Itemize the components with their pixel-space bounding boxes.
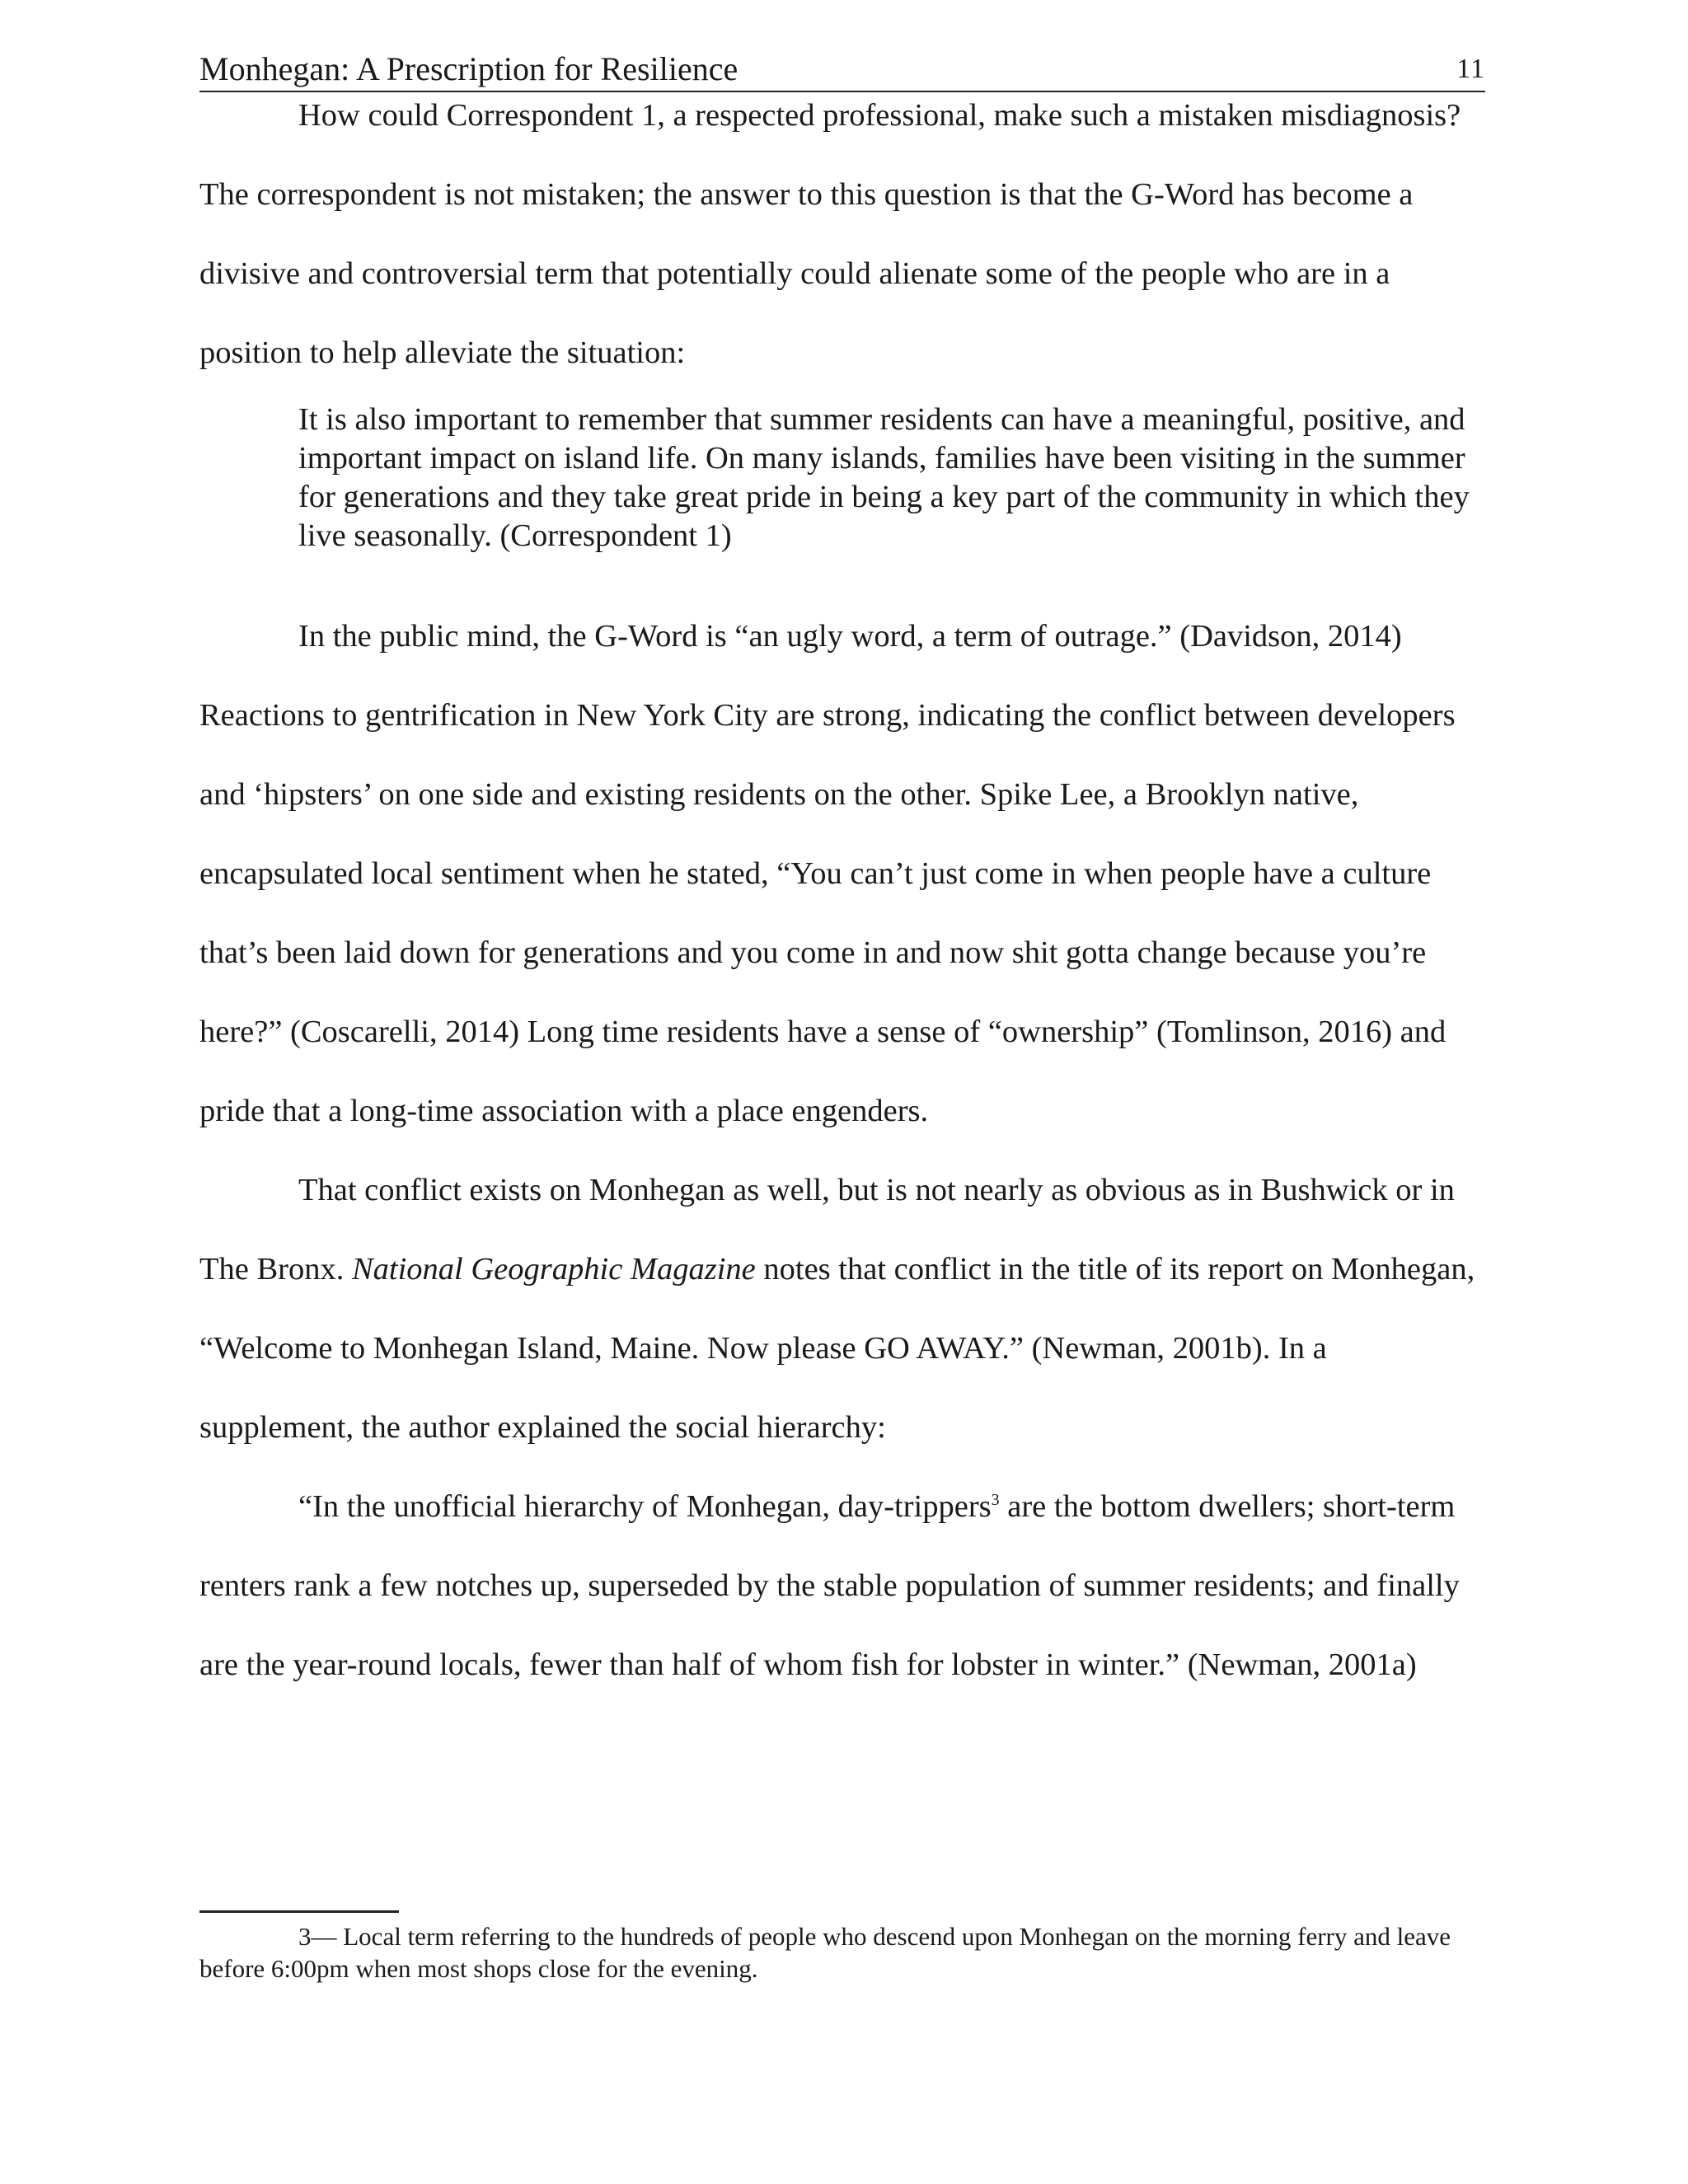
paragraph-hierarchy-quote: [199, 1467, 1485, 1704]
paragraph-text: are the bottom dwellers; short-term renters rank a few notches up, superseded by the stable population of summer residents; and finally are the year-round locals, fewer than half of whom fish for lobster in winter.” (Newman, 2001a): [199, 1489, 1460, 1682]
paragraph-text: That conflict exists on Monhegan as well, but is not nearly as obvious as in Bushwick or in The Bronx.: [199, 1173, 1455, 1286]
paragraph-misdiagnosis: How could Correspondent 1, a respected professional, make such a mistaken misdiagnosis? The correspondent is not mistaken; the answer to this question is that the G-Word has become a divisive and controversial term that potentially could alienate some of the people who are in a position to help alleviate the situation:: [199, 98, 1461, 370]
spacer: [199, 555, 1485, 597]
running-header: [199, 48, 1485, 92]
block-quote-correspondent: It is also important to remember that summer residents can have a meaningful, positive, and important impact on island life. On many islands, families have been visiting in the summer for generations and they take great pride in being a key part of the community in which they live seasonally. (Correspondent 1): [298, 402, 1470, 553]
running-title: Monhegan: A Prescription for Resilience: [199, 50, 738, 87]
page-body: [199, 48, 1485, 1704]
footnote-reference[interactable]: 3: [991, 1491, 1000, 1509]
paragraph-public-mind: In the public mind, the G-Word is “an ugly word, a term of outrage.” (Davidson, 2014) Reactions to gentrification in New York City are strong, indicating the conflict between developers and ‘hipsters’ on one side and existing residents on the other. Spike Lee, a Brooklyn native, encapsulated local sentiment when he stated, “You can’t just come in when people have a culture that’s been laid down for generations and you come in and now shit gotta change because you’re here?” (Coscarelli, 2014) Long time residents have a sense of “ownership” (Tomlinson, 2016) and pride that a long-time association with a place engenders.: [199, 619, 1456, 1128]
paragraph-text: “In the unofficial hierarchy of Monhegan, day-trippers: [298, 1489, 992, 1524]
footnote: 3— Local term referring to the hundreds of people who descend upon Monhegan on the morning ferry and leave before 6:00pm when most shops close for the evening.: [199, 1922, 1451, 1983]
publication-title: National Geographic Magazine: [351, 1252, 756, 1286]
paragraph-text: notes that conflict in the title of its report on Monhegan, “Welcome to Monhegan Island, Maine. Now please GO AWAY.” (Newman, 2001b). In a supplement, the author explained the social hierarchy:: [199, 1252, 1475, 1445]
footnote-divider: [199, 1910, 399, 1913]
page-number: 11: [1456, 54, 1485, 84]
paragraph-conflict-monhegan: [199, 1151, 1485, 1467]
